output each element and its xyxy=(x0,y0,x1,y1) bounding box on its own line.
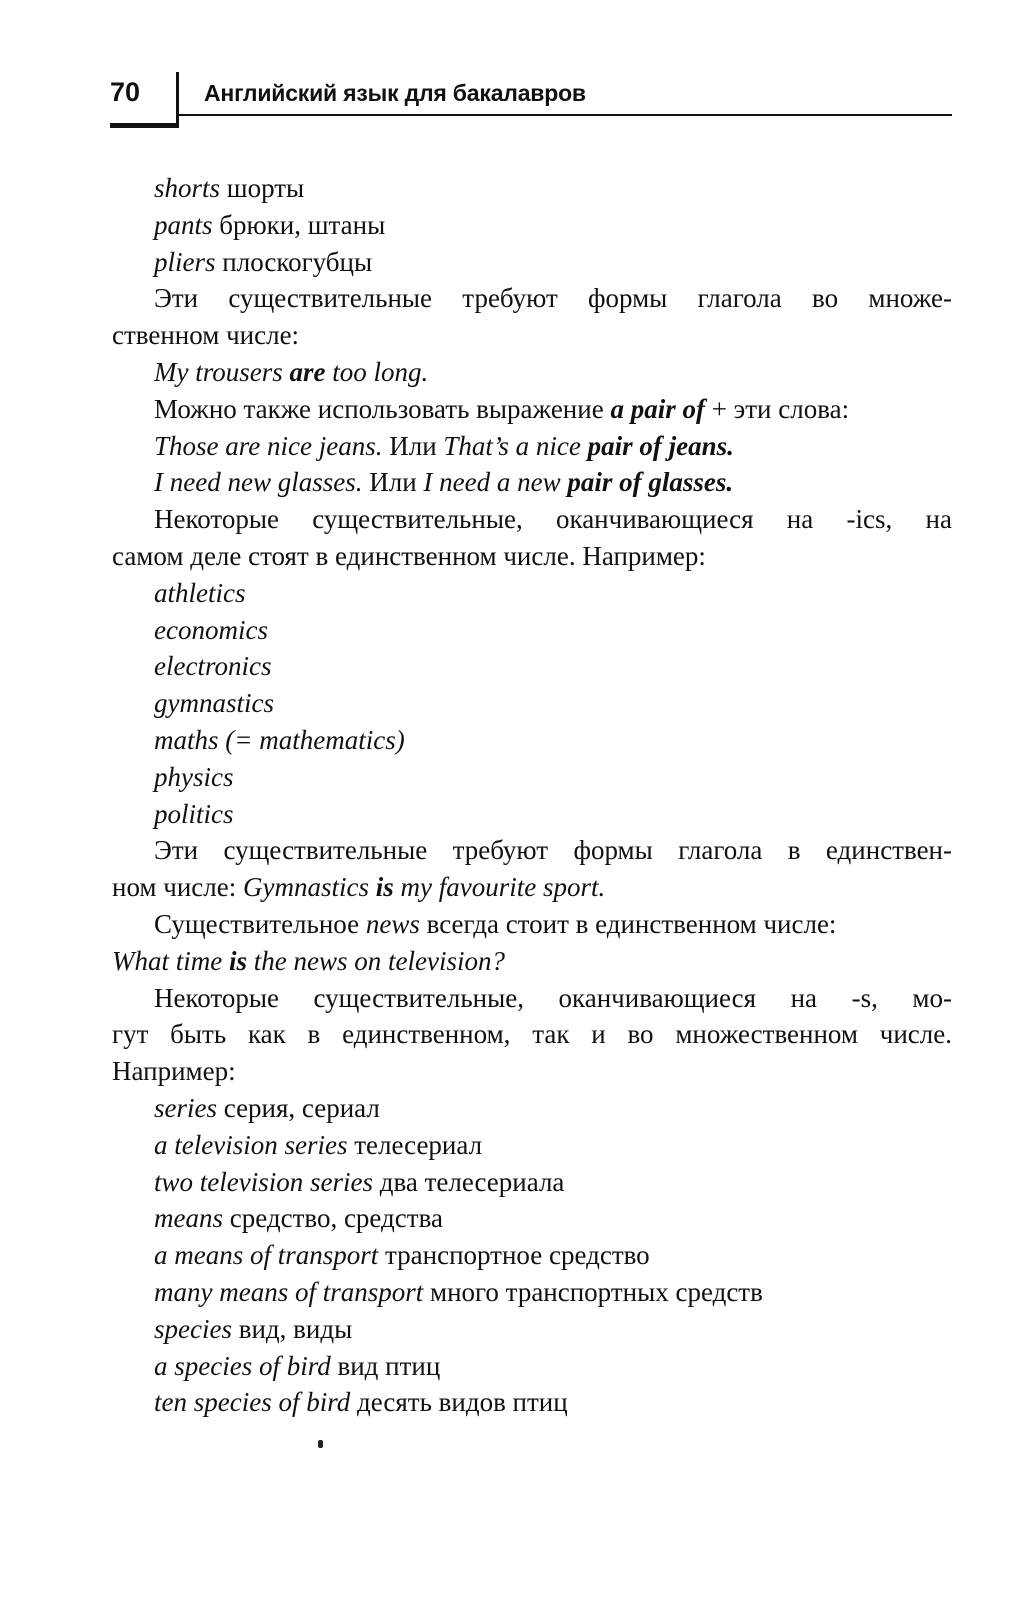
text-line: ственном числе: xyxy=(112,320,300,351)
page-header xyxy=(110,72,952,132)
text-part: Или xyxy=(362,467,424,498)
english-term: news xyxy=(365,908,420,939)
vocab-line xyxy=(112,1311,952,1348)
english-term: many means of transport xyxy=(154,1276,424,1307)
vocab-line xyxy=(112,1127,952,1164)
text-line xyxy=(112,207,952,244)
russian-gloss: телесериал xyxy=(347,1129,483,1160)
emphasis: is xyxy=(375,872,394,903)
russian-gloss: средство, средства xyxy=(223,1203,443,1234)
text-part: всегда стоит в единственном числе: xyxy=(419,908,837,939)
english-term: electronics xyxy=(154,651,272,682)
example-sentence xyxy=(112,354,952,391)
running-title: Английский язык для бакалавров xyxy=(204,80,586,106)
header-vertical-bar xyxy=(176,72,179,128)
emphasis: are xyxy=(289,356,326,387)
example-part: Those are nice jeans. xyxy=(154,430,383,461)
russian-gloss: транспортное средство xyxy=(378,1240,650,1271)
russian-gloss: шорты xyxy=(220,173,305,203)
example-part: too long. xyxy=(325,356,429,387)
english-term: shorts xyxy=(154,173,221,203)
ics-word xyxy=(112,796,952,833)
text-line: самом деле стоят в единственном числе. Например: xyxy=(112,540,706,571)
russian-gloss: плоскогубцы xyxy=(215,246,373,277)
text-part: ном числе: xyxy=(112,872,243,903)
ics-word xyxy=(112,612,952,649)
vocab-line xyxy=(112,1090,952,1127)
text-line: гут быть как в единственном, так и во множественном числе. xyxy=(112,1019,952,1050)
vocab-line xyxy=(112,1237,952,1274)
russian-gloss: брюки, штаны xyxy=(212,209,386,240)
ics-word xyxy=(112,575,952,612)
english-term: ten species of bird xyxy=(154,1387,351,1418)
english-term: pliers xyxy=(154,246,216,277)
russian-gloss: вид, виды xyxy=(231,1313,353,1344)
example-part: Gymnastics xyxy=(243,872,376,903)
english-term: politics xyxy=(154,798,234,829)
example-sentence xyxy=(112,943,952,980)
emphasis: pair of glasses. xyxy=(567,467,734,498)
english-term: economics xyxy=(154,614,268,645)
emphasis: a pair of xyxy=(610,393,705,424)
russian-gloss: десять видов птиц xyxy=(350,1387,568,1418)
text-line: Некоторые существительные, оканчивающиеся на -ics, на xyxy=(154,504,952,535)
english-term: pants xyxy=(154,209,213,240)
ics-word xyxy=(112,722,952,759)
emphasis: is xyxy=(228,945,247,976)
text-line xyxy=(112,391,952,428)
text-part: Существительное xyxy=(154,908,366,939)
text-line: Например: xyxy=(112,1056,236,1087)
english-term: gymnastics xyxy=(154,688,274,719)
text-part: Можно также использовать выражение xyxy=(154,393,611,424)
english-term: maths (= mathematics) xyxy=(154,724,405,755)
english-term: athletics xyxy=(154,577,246,608)
example-part: That’s a nice xyxy=(443,430,588,461)
vocab-line xyxy=(112,1200,952,1237)
example-part: I need new glasses. xyxy=(154,467,363,498)
english-term: physics xyxy=(154,761,234,792)
example-sentence xyxy=(112,464,952,501)
english-term: a species of bird xyxy=(154,1350,331,1381)
english-term: species xyxy=(154,1313,232,1344)
english-term: two television series xyxy=(154,1166,373,1197)
ics-word xyxy=(112,648,952,685)
text-part: Или xyxy=(382,430,444,461)
example-sentence xyxy=(112,428,952,465)
english-term: a means of transport xyxy=(154,1240,379,1271)
russian-gloss: серия, сериал xyxy=(217,1092,380,1123)
text-line: Эти существительные требуют формы глагола во множе- xyxy=(154,283,952,314)
print-speck xyxy=(318,1440,323,1448)
text-line xyxy=(112,906,952,943)
english-term: means xyxy=(154,1203,223,1234)
text-line xyxy=(112,244,952,281)
vocab-line xyxy=(112,1274,952,1311)
english-term: a television series xyxy=(154,1129,348,1160)
emphasis: pair of jeans. xyxy=(587,430,734,461)
page-body xyxy=(112,170,952,1421)
russian-gloss: вид птиц xyxy=(330,1350,441,1381)
text-line xyxy=(112,170,952,207)
text-part: + эти слова: xyxy=(704,393,850,424)
example-part: My trousers xyxy=(154,356,290,387)
example-part: my favourite sport. xyxy=(393,872,606,903)
russian-gloss: два телесериала xyxy=(372,1166,565,1197)
example-part: the news on television? xyxy=(247,945,505,976)
example-part: I need a new xyxy=(423,467,568,498)
text-line: Некоторые существительные, оканчивающиеся на -s, мо- xyxy=(154,982,952,1013)
vocab-line xyxy=(112,1164,952,1201)
text-line: Эти существительные требуют формы глагола в единствен- xyxy=(154,835,952,866)
example-part: What time xyxy=(112,945,229,976)
header-rule xyxy=(176,114,952,116)
ics-word xyxy=(112,759,952,796)
vocab-line xyxy=(112,1348,952,1385)
english-term: series xyxy=(154,1092,217,1123)
header-thick-rule xyxy=(110,123,179,128)
page-number: 70 xyxy=(110,77,141,107)
russian-gloss: много транспортных средств xyxy=(423,1276,763,1307)
text-line xyxy=(112,869,952,906)
ics-word xyxy=(112,685,952,722)
vocab-line xyxy=(112,1384,952,1421)
